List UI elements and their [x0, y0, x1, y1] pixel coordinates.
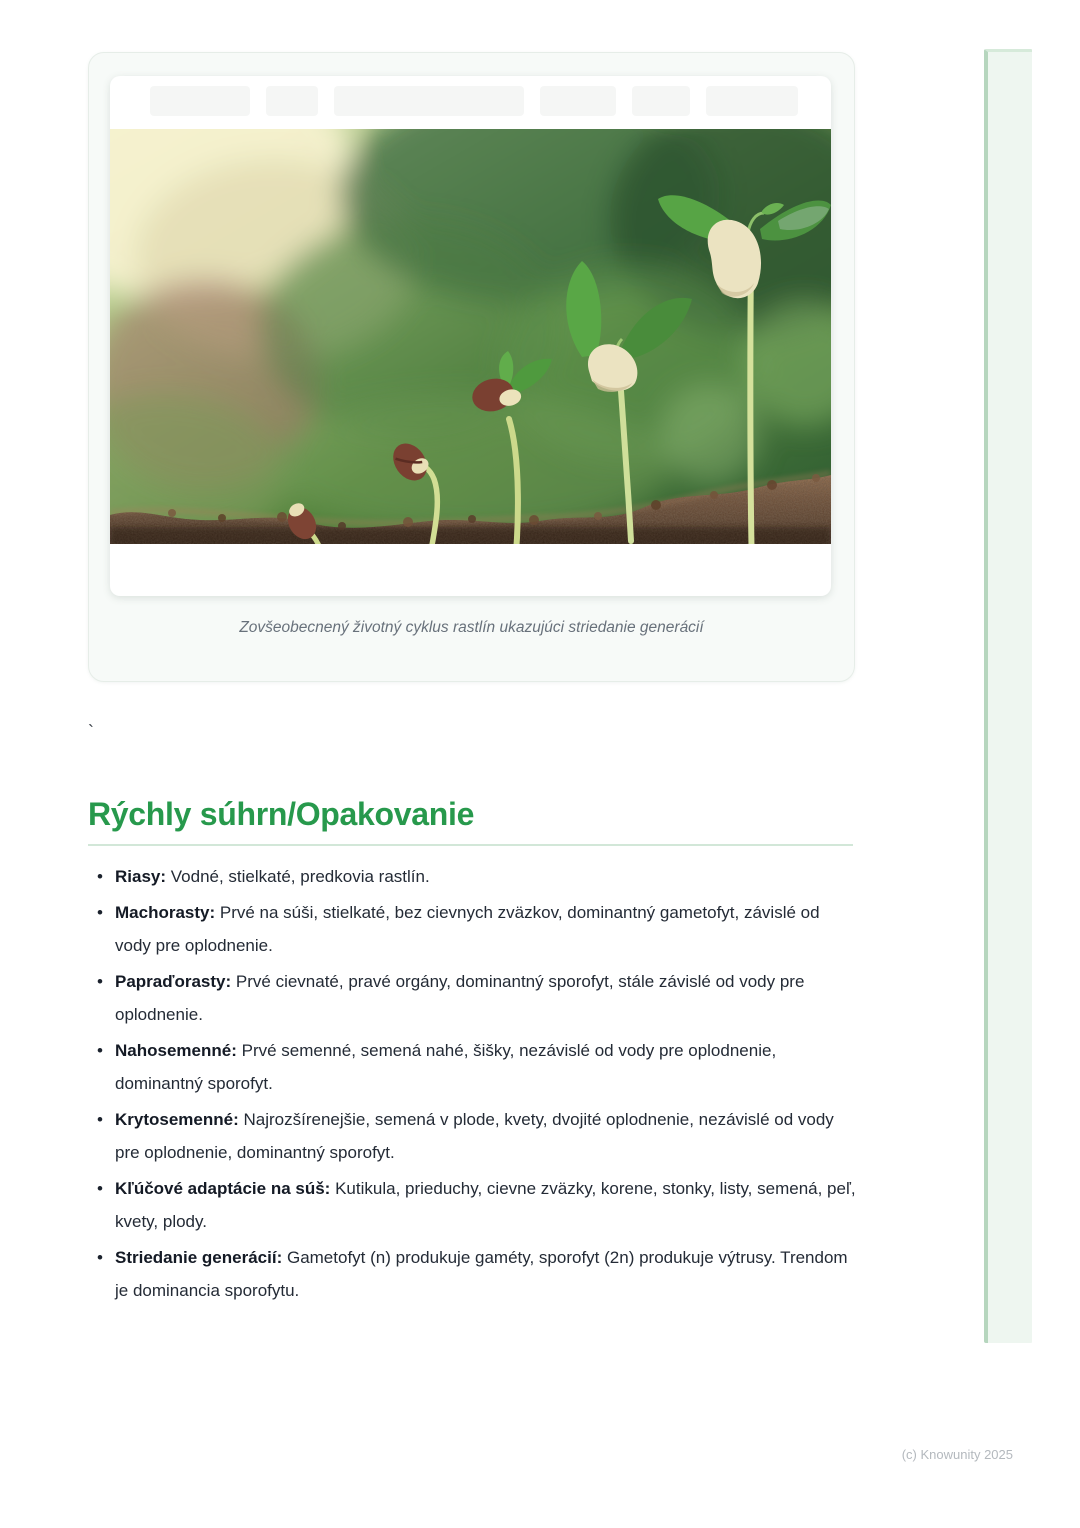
list-item-term: Nahosemenné:: [115, 1041, 237, 1060]
list-item: [88, 1103, 860, 1169]
list-item: [88, 1241, 860, 1307]
list-item-text: Vodné, stielkaté, predkovia rastlín.: [170, 867, 430, 886]
seedlings-photo: [110, 129, 831, 544]
bullet-icon: •: [97, 1041, 103, 1060]
list-item-term: Papraďorasty:: [115, 972, 232, 991]
list-item-term: Machorasty:: [115, 903, 216, 922]
bullet-icon: •: [97, 1110, 103, 1129]
bullet-icon: •: [97, 1179, 103, 1198]
faded-header-strip: [110, 86, 831, 118]
list-item-text: Prvé cievnaté, pravé orgány, dominantný sporofyt, stále závislé od vody pre oplodnenie.: [115, 972, 805, 1024]
bullet-icon: •: [97, 1248, 103, 1267]
bullet-icon: •: [97, 903, 103, 922]
list-item-term: Krytosemenné:: [115, 1110, 239, 1129]
faded-block: [632, 86, 690, 116]
list-item-term: Kľúčové adaptácie na súš:: [115, 1179, 331, 1198]
faded-block: [150, 86, 250, 116]
section-title: Rýchly súhrn/Opakovanie: [88, 796, 475, 832]
figure-card: [88, 52, 855, 682]
faded-block: [540, 86, 616, 116]
section-divider: [88, 844, 853, 846]
bullet-icon: •: [97, 972, 103, 991]
bullet-icon: •: [97, 867, 103, 886]
summary-list: [88, 860, 860, 1310]
list-item-term: Riasy:: [115, 867, 167, 886]
scrollbar-track[interactable]: [984, 49, 1032, 1343]
figure-caption: Zovšeobecnený životný cyklus rastlín ukazujúci striedanie generácií: [239, 619, 704, 636]
list-item: [88, 896, 860, 962]
list-item-text: Najrozšírenejšie, semená v plode, kvety, dvojité oplodnenie, nezávislé od vody pre oplodnenie, dominantný sporofyt.: [115, 1110, 834, 1162]
faded-block: [266, 86, 318, 116]
faded-block: [706, 86, 798, 116]
stray-character: `: [88, 722, 94, 742]
list-item-text: Prvé na súši, stielkaté, bez cievnych zväzkov, dominantný gametofyt, závislé od vody pre oplodnenie.: [115, 903, 820, 955]
list-item: [88, 965, 860, 1031]
list-item-text: Prvé semenné, semená nahé, šišky, nezávislé od vody pre oplodnenie, dominantný sporofyt.: [115, 1041, 777, 1093]
list-item-text: Gametofyt (n) produkuje gaméty, sporofyt (2n) produkuje výtrusy. Trendom je dominancia sporofytu.: [115, 1248, 848, 1300]
list-item-term: Striedanie generácií:: [115, 1248, 283, 1267]
list-item: [88, 860, 860, 893]
photo-frame: [110, 76, 831, 596]
list-item: [88, 1034, 860, 1100]
list-item: [88, 1172, 860, 1238]
list-item-text: Kutikula, prieduchy, cievne zväzky, korene, stonky, listy, semená, peľ, kvety, plody.: [115, 1179, 856, 1231]
footer-copyright: (c) Knowunity 2025: [901, 1447, 1013, 1462]
faded-block: [334, 86, 524, 116]
